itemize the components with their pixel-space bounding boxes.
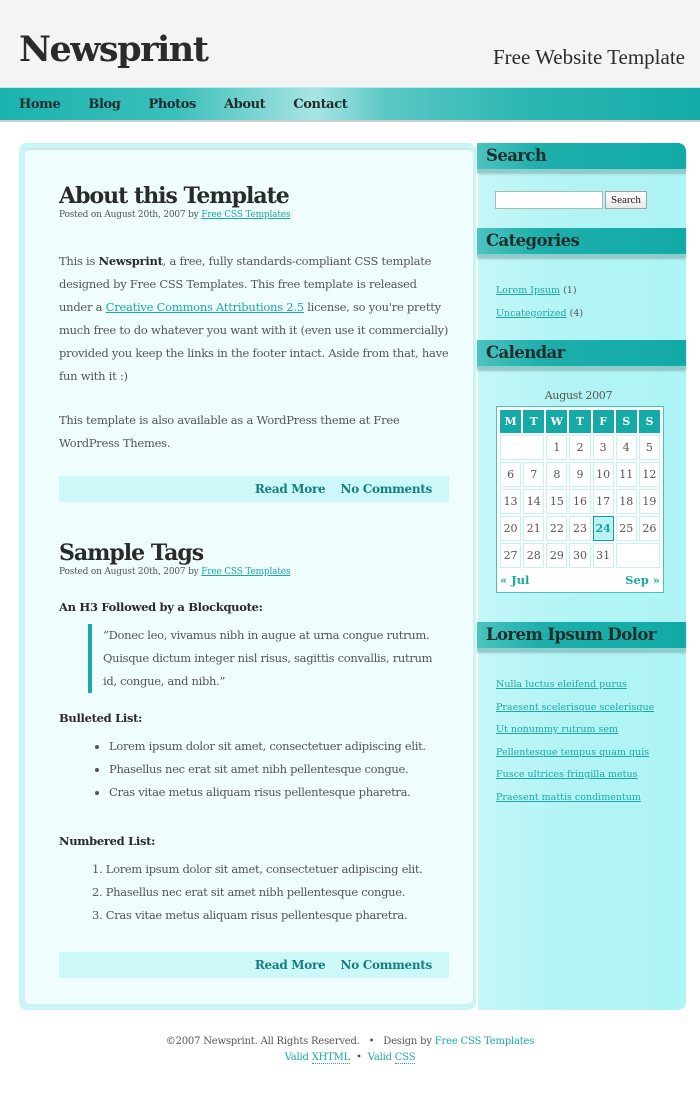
post-about — [59, 182, 449, 502]
site-header — [0, 0, 700, 87]
text: license, so you're pretty much free to do whatever you want with it (even use it commercially) provided you keep the links in the footer intact. Aside from that, have fun with it :) — [59, 300, 449, 383]
weekday: T — [523, 410, 544, 433]
nav-about[interactable]: About — [223, 96, 266, 112]
day-cell: 1 — [546, 435, 567, 460]
widget-title: Lorem Ipsum Dolor — [477, 622, 686, 651]
widget-title: Calendar — [477, 340, 686, 369]
list-item: • Cras vitae metus aliquam risus pellentesque pharetra. — [109, 781, 449, 804]
widget-title: Search — [477, 143, 686, 172]
separator: • — [356, 1052, 362, 1063]
day-cell: 9 — [569, 462, 590, 487]
text: Valid — [367, 1052, 395, 1063]
site-logo[interactable]: Newsprint — [19, 29, 208, 70]
post-sample-tags — [59, 539, 449, 978]
list-item — [496, 742, 686, 765]
calendar-week — [500, 516, 660, 541]
valid-xhtml-link[interactable] — [285, 1052, 350, 1064]
page-frame — [19, 143, 686, 1010]
read-more-link[interactable]: Read More — [254, 482, 326, 496]
strong-text: Newsprint — [98, 254, 163, 268]
comments-link[interactable]: No Comments — [340, 958, 432, 972]
day-cell: 26 — [639, 516, 660, 541]
search-input[interactable] — [495, 191, 603, 209]
bulleted-list — [109, 735, 449, 804]
day-cell: 27 — [500, 543, 521, 568]
post-links — [59, 952, 449, 978]
list-item — [496, 674, 686, 697]
weekday: S — [639, 410, 660, 433]
day-cell: 6 — [500, 462, 521, 487]
design-by-text: Design by — [383, 1036, 435, 1047]
numbered-list — [92, 858, 449, 927]
day-cell: 8 — [546, 462, 567, 487]
nav-home[interactable]: Home — [19, 96, 61, 112]
abbr-css: CSS — [394, 1052, 416, 1063]
post-author-link[interactable]: Free CSS Templates — [201, 210, 291, 220]
day-cell: 12 — [639, 462, 660, 487]
sidebar-link[interactable]: Ut nonummy rutrum sem — [496, 724, 618, 735]
post-paragraph — [59, 250, 449, 388]
nav-contact[interactable]: Contact — [293, 96, 348, 112]
copyright-text: ©2007 Newsprint. All Rights Reserved. — [165, 1036, 360, 1047]
day-cell: 22 — [546, 516, 567, 541]
calendar-caption: August 2007 — [544, 389, 613, 402]
categories-widget — [478, 228, 686, 325]
day-cell: 18 — [616, 489, 637, 514]
day-cell: 14 — [523, 489, 544, 514]
list-item: 2. Phasellus nec erat sit amet nibh pellentesque congue. — [92, 885, 406, 899]
day-cell: 5 — [639, 435, 660, 460]
text: This is — [59, 254, 99, 268]
post-links — [59, 476, 449, 502]
list-item: • Lorem ipsum dolor sit amet, consectetuer adipiscing elit. — [109, 735, 449, 758]
calendar — [496, 406, 664, 593]
today-cell[interactable]: 24 — [593, 516, 614, 541]
site-footer — [0, 1034, 700, 1066]
day-cell: 31 — [593, 543, 614, 568]
day-cell: 16 — [569, 489, 590, 514]
list-item — [496, 787, 686, 810]
list-item — [496, 697, 686, 720]
weekday: W — [546, 410, 567, 433]
next-month-link[interactable]: Sep » — [625, 573, 660, 587]
weekday: T — [569, 410, 590, 433]
post-title[interactable]: Sample Tags — [59, 540, 204, 566]
calendar-week — [500, 543, 660, 568]
list-item: 1. Lorem ipsum dolor sit amet, consectetuer adipiscing elit. — [92, 862, 423, 876]
h3-numbered-heading: Numbered List: — [59, 834, 156, 848]
sidebar-link[interactable]: Fusce ultrices fringilla metus — [496, 769, 638, 780]
post-meta — [59, 210, 449, 220]
category-item — [496, 302, 686, 325]
day-cell: 13 — [500, 489, 521, 514]
site-tagline: Free Website Template — [492, 45, 685, 69]
search-widget — [478, 143, 686, 209]
license-link[interactable]: Creative Commons Attributions 2.5 — [105, 300, 304, 314]
calendar-header-row — [500, 410, 660, 433]
weekday: M — [500, 410, 521, 433]
blockquote: “Donec leo, vivamus nibh in augue at urna congue rutrum. Quisque dictum integer nisl risus, sagittis convallis, rutrum id, congue, and nibh.” — [88, 624, 449, 693]
footer-line-1 — [0, 1034, 700, 1050]
content-area — [19, 143, 476, 1010]
post-paragraph: This template is also available as a WordPress theme at Free WordPress Themes. — [59, 413, 400, 450]
text: Valid — [284, 1052, 312, 1063]
list-item — [496, 764, 686, 787]
category-link[interactable]: Lorem Ipsum — [496, 285, 561, 296]
list-item: 3. Cras vitae metus aliquam risus pellentesque pharetra. — [92, 908, 408, 922]
search-form — [495, 191, 686, 209]
day-cell: 4 — [616, 435, 637, 460]
post-meta — [59, 567, 449, 577]
footer-line-2 — [0, 1050, 700, 1066]
day-cell: 10 — [593, 462, 614, 487]
day-cell: 30 — [569, 543, 590, 568]
post-author-link[interactable]: Free CSS Templates — [201, 567, 291, 577]
empty-cell — [500, 435, 544, 460]
calendar-week — [500, 489, 660, 514]
abbr-xhtml: XHTML — [311, 1052, 351, 1063]
nav-blog[interactable]: Blog — [88, 96, 121, 112]
day-cell: 21 — [523, 516, 544, 541]
day-cell: 15 — [546, 489, 567, 514]
valid-css-link[interactable] — [368, 1052, 416, 1064]
read-more-link[interactable]: Read More — [254, 958, 326, 972]
weekday: F — [593, 410, 614, 433]
calendar-week — [500, 462, 660, 487]
category-item — [496, 279, 686, 302]
lorem-widget — [478, 622, 686, 809]
category-count: (1) — [563, 285, 577, 296]
day-cell: 28 — [523, 543, 544, 568]
category-list — [496, 279, 686, 325]
comments-link[interactable]: No Comments — [340, 482, 432, 496]
widget-title: Categories — [477, 228, 686, 257]
day-cell: 11 — [616, 462, 637, 487]
category-link[interactable]: Uncategorized — [496, 308, 567, 319]
category-count: (4) — [569, 308, 584, 319]
day-cell: 20 — [500, 516, 521, 541]
day-cell: 7 — [523, 462, 544, 487]
h3-blockquote-heading: An H3 Followed by a Blockquote: — [59, 600, 263, 614]
main-nav — [0, 87, 700, 122]
day-cell: 2 — [569, 435, 590, 460]
prev-month-link[interactable]: « Jul — [500, 573, 530, 587]
sidebar-link[interactable]: Pellentesque tempus quam quis — [496, 746, 650, 758]
h3-bulleted-heading: Bulleted List: — [59, 711, 143, 725]
calendar-widget — [478, 340, 686, 593]
content-panel — [24, 148, 474, 1005]
list-item — [496, 719, 686, 742]
post-title[interactable]: About this Template — [59, 183, 289, 209]
post-date: Posted on August 20th, 2007 by — [59, 567, 202, 577]
day-cell: 29 — [546, 543, 567, 568]
text: , a free, fully standards-compliant CSS template designed by Free CSS Templates. This free template is released under a — [59, 254, 432, 314]
post-date: Posted on August 20th, 2007 by — [59, 210, 202, 220]
design-credit-link[interactable]: Free CSS Templates — [434, 1036, 535, 1047]
calendar-week — [500, 435, 660, 460]
search-button[interactable]: Search — [605, 191, 647, 209]
post-entry — [59, 600, 449, 927]
day-cell: 17 — [593, 489, 614, 514]
day-cell: 19 — [639, 489, 660, 514]
nav-photos[interactable]: Photos — [148, 96, 196, 112]
empty-cell — [616, 543, 660, 568]
day-cell: 3 — [593, 435, 614, 460]
day-cell: 23 — [569, 516, 590, 541]
calendar-nav — [498, 570, 662, 591]
separator: • — [368, 1036, 375, 1047]
weekday: S — [616, 410, 637, 433]
sidebar-link[interactable]: Praesent mattis condimentum — [496, 791, 641, 803]
sidebar-link[interactable]: Nulla luctus eleifend purus — [496, 679, 627, 690]
list-item: • Phasellus nec erat sit amet nibh pellentesque congue. — [109, 758, 449, 781]
sidebar — [478, 143, 686, 1010]
sidebar-link[interactable]: Praesent scelerisque scelerisque — [496, 701, 655, 713]
post-entry — [59, 250, 449, 455]
day-cell: 25 — [616, 516, 637, 541]
lorem-link-list — [496, 674, 686, 809]
